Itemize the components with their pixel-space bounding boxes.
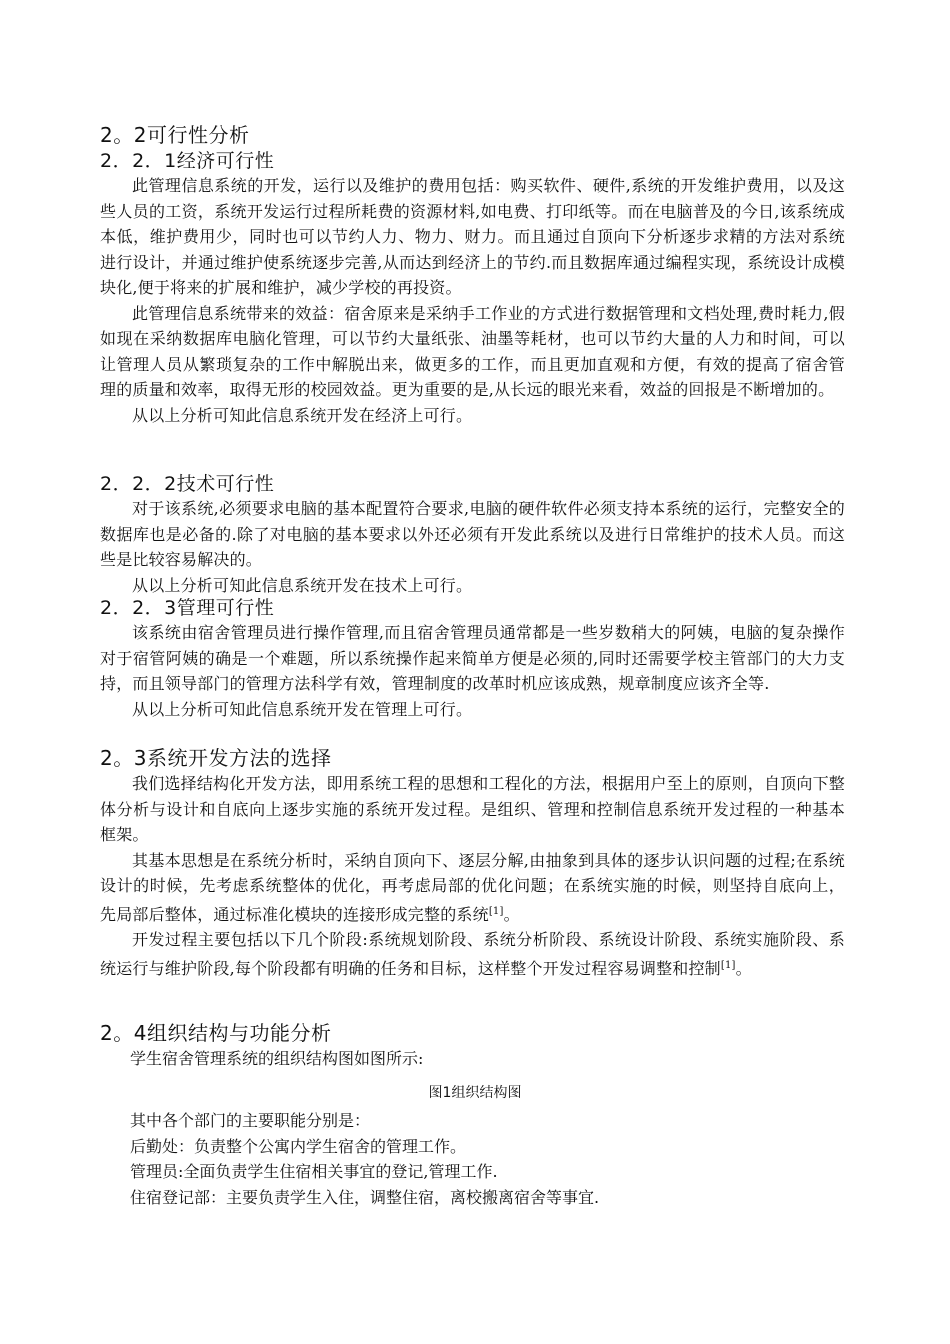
section-2-2-3 (100, 596, 845, 722)
duty-administrator: 管理员:全面负责学生住宿相关事宜的登记,管理工作. (130, 1162, 498, 1181)
paragraph-economic-cost: 此管理信息系统的开发，运行以及维护的费用包括：购买软件、硬件,系统的开发维护费用，以及这些人员的工资，系统开发运行过程所耗费的资源材料,如电费、打印纸等。而在电脑普及的今日,该系统成本低，维护费用少，同时也可以节约人力、物力、财力。而且通过自顶向下分析逐步求精的方法对系统进行设计，并通过维护使系统逐步完善,从而达到经济上的节约.而且数据库通过编程实现，系统设计成模块化,便于将来的扩展和维护，减少学校的再投资。 (100, 176, 845, 297)
heading-2-2: 2。2可行性分析 (100, 123, 250, 147)
paragraph-economic-benefit: 此管理信息系统带来的效益：宿舍原来是采纳手工作业的方式进行数据管理和文档处理,费时耗力,假如现在采纳数据库电脑化管理，可以节约大量纸张、油墨等耗材，也可以节约大量的人力和时间，可以让管理人员从繁琐复杂的工作中解脱出来，做更多的工作，而且更加直观和方便，有效的提高了宿舍管理的质量和效率，取得无形的校园效益。更为重要的是,从长远的眼光来看，效益的回报是不断增加的。 (100, 303, 845, 399)
heading-2-2-3: 2．2．3管理可行性 (100, 597, 275, 619)
heading-2-4: 2。4组织结构与功能分析 (100, 1021, 332, 1045)
duty-logistics: 后勤处：负责整个公寓内学生宿舍的管理工作。 (130, 1136, 467, 1156)
duties-intro: 其中各个部门的主要职能分别是： (130, 1111, 371, 1130)
paragraph-technical-conclusion: 从以上分析可知此信息系统开发在技术上可行。 (132, 575, 473, 595)
heading-2-2-2: 2．2．2技术可行性 (100, 473, 275, 495)
heading-2-3: 2。3系统开发方法的选择 (100, 746, 332, 770)
method-stages-end: 。 (735, 958, 752, 978)
paragraph-management-conclusion: 从以上分析可知此信息系统开发在管理上可行。 (132, 699, 473, 719)
paragraph-technical: 对于该系统,必须要求电脑的基本配置符合要求,电脑的硬件软件必须支持本系统的运行，完整安全的数据库也是必备的.除了对电脑的基本要求以外还必须有开发此系统以及进行日常维护的技术人员。而这些是比较容易解决的。 (100, 499, 845, 569)
duty-registration: 住宿登记部：主要负责学生入住，调整住宿，离校搬离宿舍等事宜. (130, 1187, 600, 1207)
method-stages-text: 开发过程主要包括以下几个阶段:系统规划阶段、系统分析阶段、系统设计阶段、系统实施阶段、系统运行与维护阶段,每个阶段都有明确的任务和目标，这样整个开发过程容易调整和控制 (100, 930, 845, 978)
section-2-2 (100, 122, 845, 148)
paragraph-method: 我们选择结构化开发方法，即用系统工程的思想和工程化的方法，根据用户至上的原则，自顶向下整体分析与设计和自底向上逐步实施的系统开发过程。是组织、管理和控制信息系统开发过程的一种基本框架。 (100, 774, 845, 844)
section-2-4 (100, 1020, 845, 1072)
paragraph-management: 该系统由宿舍管理员进行操作管理,而且宿舍管理员通常都是一些岁数稍大的阿姨，电脑的复杂操作对于宿管阿姨的确是一个难题，所以系统操作起来简单方便是必须的,同时还需要学校主管部门的大力支持，而且领导部门的管理方法科学有效，管理制度的改革时机应该成熟，规章制度应该齐全等. (100, 623, 845, 693)
heading-2-2-1: 2．2．1经济可行性 (100, 150, 275, 172)
section-2-2-2 (100, 472, 845, 598)
paragraph-economic-conclusion: 从以上分析可知此信息系统开发在经济上可行。 (132, 405, 473, 425)
section-2-2-1 (100, 149, 845, 428)
paragraph-method-idea (100, 848, 845, 928)
method-idea-text: 其基本思想是在系统分析时，采纳自顶向下、逐层分解,由抽象到具体的逐步认识问题的过程;在系统设计的时候，先考虑系统整体的优化，再考虑局部的优化问题；在系统实施的时候，则坚持自底向上，先局部后整体，通过标准化模块的连接形成完整的系统 (100, 850, 845, 924)
department-duties (100, 1108, 845, 1210)
figure-caption: 图1组织结构图 (428, 1085, 522, 1101)
section-2-3 (100, 745, 845, 981)
method-idea-end: 。 (503, 904, 520, 924)
paragraph-method-stages (100, 927, 845, 981)
citation-ref: [1] (488, 905, 504, 917)
citation-ref: [1] (720, 959, 736, 971)
org-chart-intro: 学生宿舍管理系统的组织结构图如图所示: (130, 1049, 424, 1068)
